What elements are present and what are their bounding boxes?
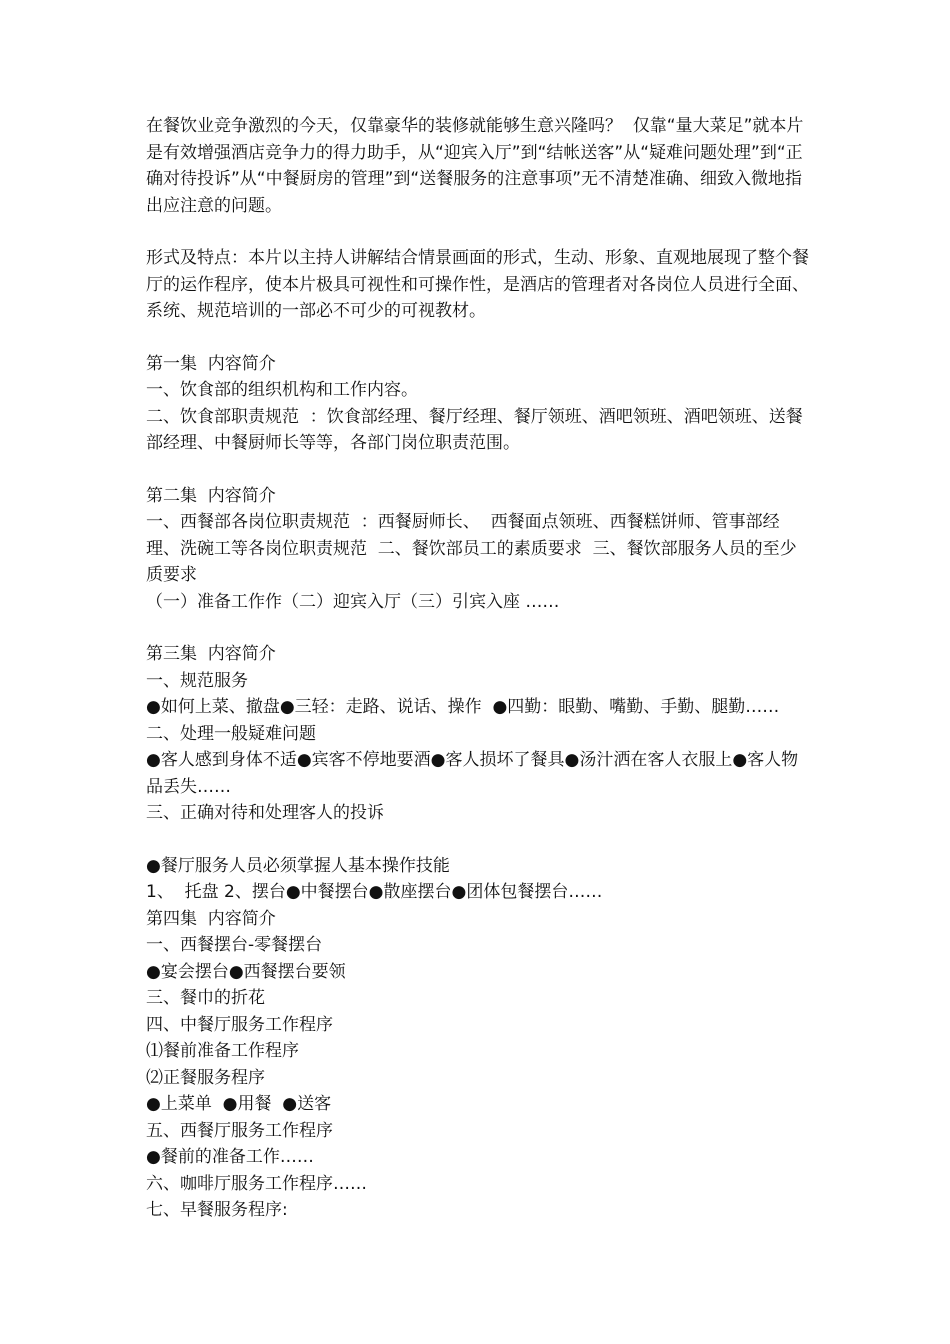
episode-3-line: ●如何上菜、撤盘●三轻：走路、说话、操作 ●四勤：眼勤、嘴勤、手勤、腿勤…… <box>146 697 780 717</box>
episode-4-line: 三、餐巾的折花 <box>146 988 265 1008</box>
intro-paragraph: 在餐饮业竞争激烈的今天，仅靠豪华的装修就能够生意兴隆吗？ 仅靠“量大菜足”就本片是有效增强酒店竞争力的得力助手，从“迎宾入厅”到“结帐送客”从“疑难问题处理”到“正确对待投诉”从“中餐厨房的管理”到“送餐服务的注意事项”无不清楚准确、细致入微地指出应注意的问题。 <box>146 116 804 216</box>
episode-4-title: 第四集 内容简介 <box>146 908 276 929</box>
episode-4-line: ⑵正餐服务程序 <box>146 1067 265 1088</box>
document-page <box>146 113 811 1224</box>
episode-1-title: 第一集 内容简介 <box>146 353 276 374</box>
episode-3-title: 第三集 内容简介 <box>146 644 276 664</box>
episode-4-line: ●餐前的准备工作…… <box>146 1147 314 1167</box>
episode-4-line: 一、西餐摆台-零餐摆台 <box>146 935 323 955</box>
paragraph-gap <box>146 827 811 853</box>
episode-3-line: 二、处理一般疑难问题 <box>146 723 316 744</box>
episode-3-line: ●客人感到身体不适●宾客不停地要酒●客人损坏了餐具●汤汁洒在客人衣服上●客人物品丢失…… <box>146 750 799 797</box>
episode-2-title: 第二集 内容简介 <box>146 485 276 506</box>
episode-4-line: 六、咖啡厅服务工作程序…… <box>146 1173 367 1194</box>
paragraph-gap <box>146 615 811 641</box>
paragraph-gap <box>146 219 811 245</box>
episode-4-line: 五、西餐厅服务工作程序 <box>146 1120 333 1141</box>
episode-4-line: ●宴会摆台●西餐摆台要领 <box>146 961 346 982</box>
episode-4-line: ⑴餐前准备工作程序 <box>146 1041 299 1061</box>
paragraph-gap <box>146 325 811 351</box>
episode-3-line: 1、 托盘 2、摆台●中餐摆台●散座摆台●团体包餐摆台…… <box>146 882 603 902</box>
episode-3-line: ●餐厅服务人员必须掌握人基本操作技能 <box>146 855 450 876</box>
episode-1-line: 一、饮食部的组织机构和工作内容。 <box>146 380 418 400</box>
episode-4-line: 四、中餐厅服务工作程序 <box>146 1014 333 1035</box>
episode-3-line: 一、规范服务 <box>146 670 248 691</box>
paragraph-gap <box>146 457 811 483</box>
episode-4-line: 七、早餐服务程序: <box>146 1200 288 1220</box>
episode-1-line: 二、饮食部职责规范 ：饮食部经理、餐厅经理、餐厅领班、酒吧领班、酒吧领班、送餐部经理、中餐厨师长等等，各部门岗位职责范围。 <box>146 406 803 453</box>
episode-3-line: 三、正确对待和处理客人的投诉 <box>146 803 384 823</box>
episode-2-line: （一）准备工作作（二）迎宾入厅（三）引宾入座 …… <box>146 591 560 612</box>
features-paragraph: 形式及特点：本片以主持人讲解结合情景画面的形式，生动、形象、直观地展现了整个餐厅的运作程序，使本片极具可视性和可操作性，是酒店的管理者对各岗位人员进行全面、系统、规范培训的一部必不可少的可视教材。 <box>146 248 809 321</box>
episode-2-line: 一、西餐部各岗位职责规范 ：西餐厨师长、 西餐面点领班、西餐糕饼师、管事部经理、洗碗工等各岗位职责规范 二、餐饮部员工的素质要求 三、餐饮部服务人员的至少质要求 <box>146 512 797 585</box>
episode-4-line: ●上菜单 ●用餐 ●送客 <box>146 1094 332 1114</box>
